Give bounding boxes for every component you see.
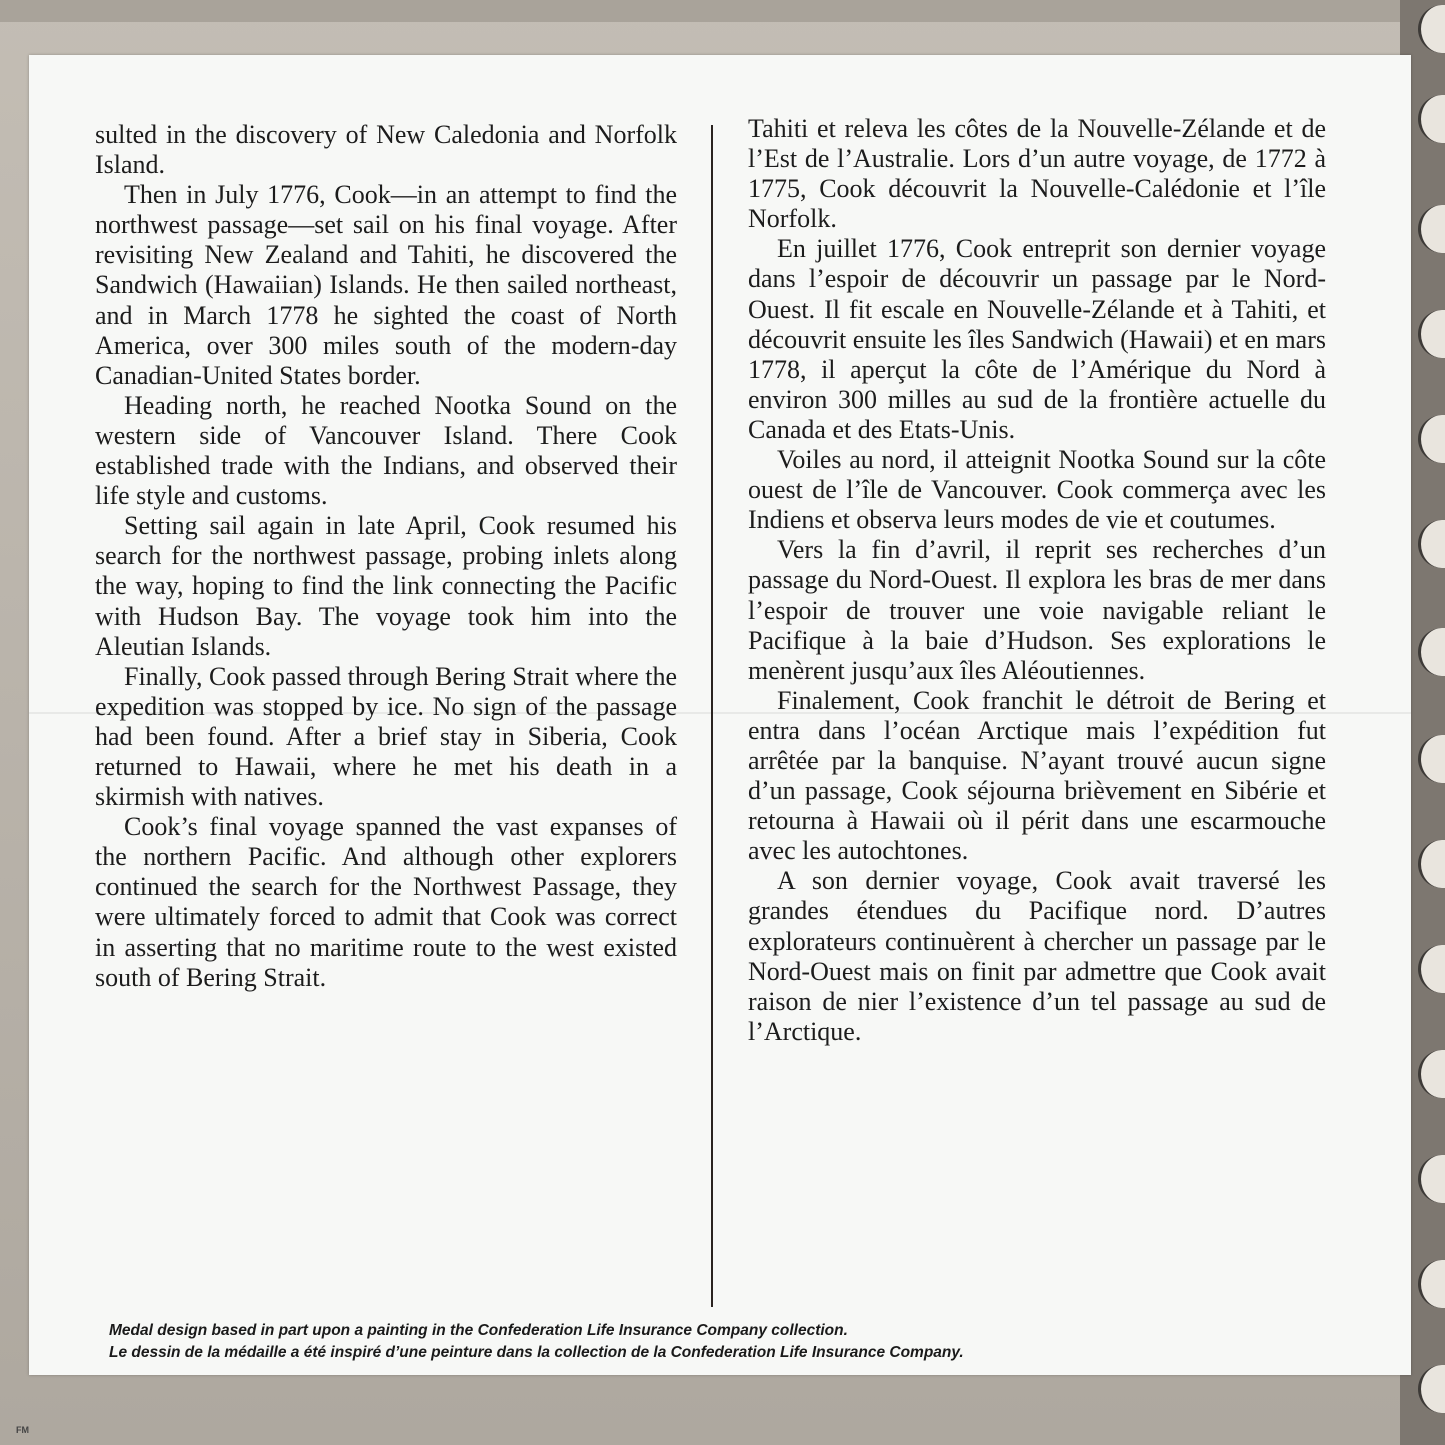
english-credit: Medal design based in part upon a painting in the Confederation Life Insurance Company collection. (109, 1322, 848, 1339)
column-divider (711, 125, 713, 1307)
english-paragraph: Cook’s final voyage spanned the vast expanses of the northern Pacific. And although other explorers continued the search for the Northwest Passage, they were ultimately forced to admit that Cook was correct in asserting that no maritime route to the west existed south of Bering Strait. (95, 812, 677, 992)
french-paragraph: Tahiti et releva les côtes de la Nouvelle-Zélande et de l’Est de l’Australie. Lors d’un autre voyage, de 1772 à 1775, Cook découvrit la Nouvelle-Calédonie et l’île Norfolk. (748, 114, 1326, 234)
french-paragraph: En juillet 1776, Cook entreprit son dernier voyage dans l’espoir de découvrir un passage par le Nord-Ouest. Il fit escale en Nouvelle-Zélande et à Tahiti, et découvrit ensuite les îles Sandwich (Hawaii) et en mars 1778, il aperçut la côte de l’Amérique du Nord à environ 300 milles au sud de la frontière actuelle du Canada et des Etats-Unis. (748, 234, 1326, 444)
english-column (95, 120, 677, 993)
french-paragraph: Vers la fin d’avril, il reprit ses recherches d’un passage du Nord-Ouest. Il explora les bras de mer dans l’espoir de trouver une voie navigable reliant le Pacifique à la baie d’Hudson. Ses explorations le menèrent jusqu’aux îles Aléoutiennes. (748, 535, 1326, 685)
french-paragraph: Voiles au nord, il atteignit Nootka Sound sur la côte ouest de l’île de Vancouver. Cook commerça avec les Indiens et observa leurs modes de vie et coutumes. (748, 445, 1326, 535)
english-paragraph: Setting sail again in late April, Cook resumed his search for the northwest passage, probing inlets along the way, hoping to find the link connecting the Pacific with Hudson Bay. The voyage took him into the Aleutian Islands. (95, 511, 677, 661)
printer-mark: FM (16, 1425, 29, 1435)
french-paragraph: A son dernier voyage, Cook avait traversé les grandes étendues du Pacifique nord. D’autres explorateurs continuèrent à chercher un passage par le Nord-Ouest mais on finit par admettre que Cook avait raison de nier l’existence d’un tel passage au sud de l’Arctique. (748, 866, 1326, 1046)
english-paragraph: Heading north, he reached Nootka Sound on the western side of Vancouver Island. There Cook established trade with the Indians, and observed their life style and customs. (95, 390, 677, 511)
french-paragraph: Finalement, Cook franchit le détroit de Bering et entra dans l’océan Arctique mais l’expédition fut arrêtée par la banquise. N’ayant trouvé aucun signe d’un passage, Cook séjourna brièvement en Sibérie et retourna à Hawaii où il périt dans une escarmouche avec les autochtones. (748, 685, 1326, 866)
english-paragraph: sulted in the discovery of New Caledonia and Norfolk Island. (95, 120, 677, 180)
english-paragraph: Finally, Cook passed through Bering Strait where the expedition was stopped by ice. No sign of the passage had been found. After a brief stay in Siberia, Cook returned to Hawaii, where he met his death in a skirmish with natives. (95, 661, 677, 812)
credit-footer (109, 1320, 1209, 1364)
english-paragraph: Then in July 1776, Cook—in an attempt to find the northwest passage—set sail on his final voyage. After revisiting New Zealand and Tahiti, he discovered the Sandwich (Hawaiian) Islands. He then sailed northeast, and in March 1778 he sighted the coast of North America, over 300 miles south of the modern-day Canadian-United States border. (95, 180, 677, 390)
french-credit: Le dessin de la médaille a été inspiré d’une peinture dans la collection de la Confederation Life Insurance Company. (109, 1344, 964, 1361)
french-column (748, 114, 1326, 1047)
top-page-edge (0, 0, 1445, 22)
